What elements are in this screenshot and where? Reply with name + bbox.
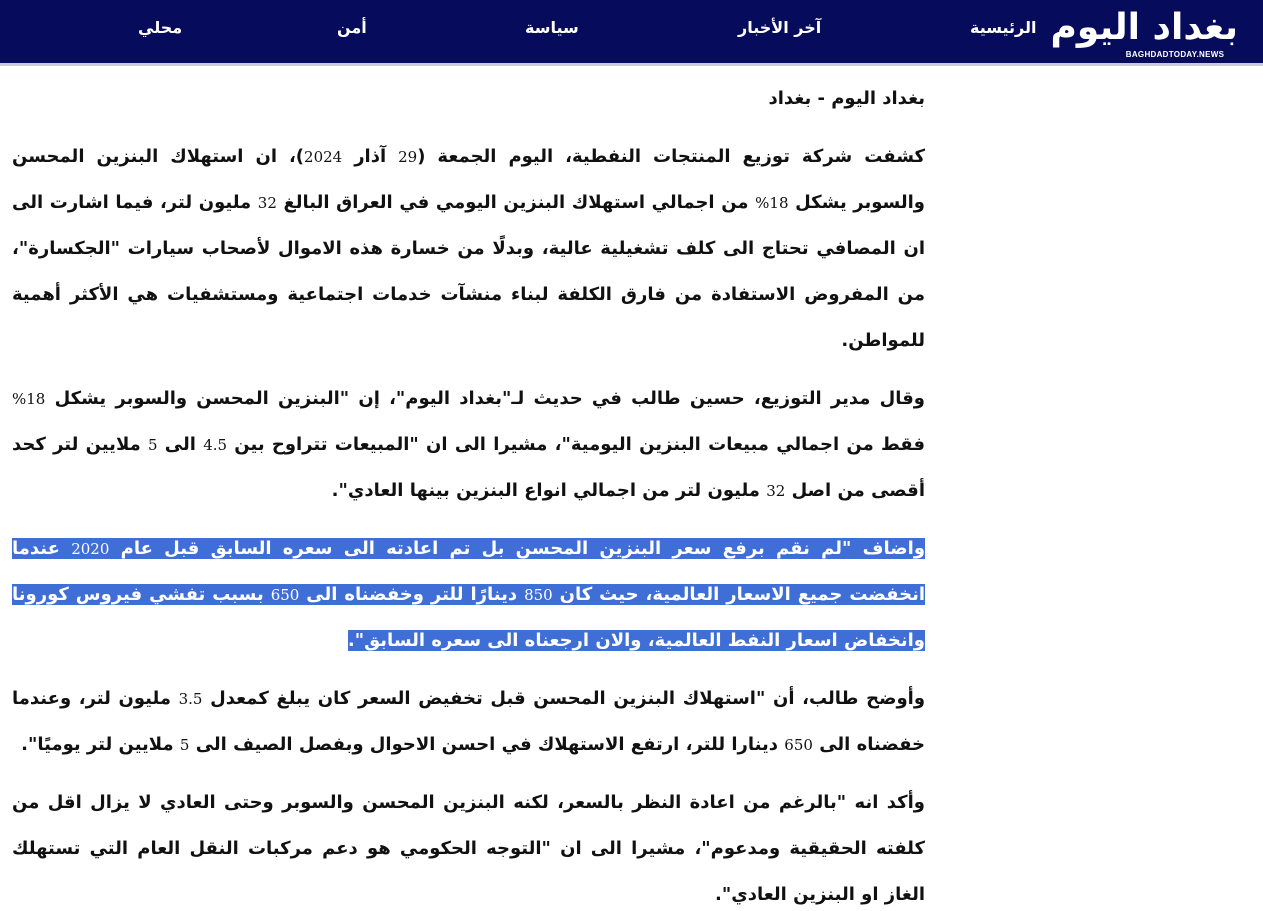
- text-segment: عندما انخفضت جميع الاسعار العالمية، حيث كان: [12, 538, 925, 605]
- number: 5: [179, 736, 190, 754]
- number: 4.5: [203, 436, 228, 454]
- nav-item-politics[interactable]: سياسة: [525, 18, 579, 37]
- article-body: [12, 66, 925, 911]
- number: 5: [148, 436, 158, 454]
- text-selection: [12, 538, 925, 651]
- text-segment: مليون لتر من اجمالي انواع البنزين بينها العادي".: [331, 480, 767, 501]
- nav-item-home[interactable]: الرئيسية: [970, 18, 1037, 37]
- number: 3.5: [178, 690, 203, 708]
- article-paragraph-1: [12, 134, 925, 364]
- text-segment: كشفت شركة توزيع المنتجات النفطية، اليوم الجمعة (: [417, 146, 925, 167]
- text-segment: الى: [157, 434, 204, 455]
- site-logo[interactable]: [1050, 4, 1238, 62]
- text-segment: ملايين لتر كحد أقصى من اصل: [12, 434, 925, 501]
- article-paragraph-3-selected: [12, 526, 925, 664]
- text-segment: ملايين لتر يوميًا".: [21, 734, 180, 755]
- nav-item-local[interactable]: محلي: [138, 18, 183, 37]
- article-paragraph-5: وأكد انه "بالرغم من اعادة النظر بالسعر، لكنه البنزين المحسن والسوبر وحتى العادي لا يزال اقل من كلفته الحقيقية ومدعوم"، مشيرا الى ان "التوجه الحكومي هو دعم مركبات النقل العام التي تستهلك الغاز او البنزين العادي".: [12, 792, 925, 905]
- number: 32: [257, 194, 277, 212]
- text-segment: مليون لتر، وعندما خفضناه الى: [12, 688, 925, 755]
- article-paragraph-4: [12, 676, 925, 768]
- number: 29: [398, 148, 418, 166]
- logo-wordmark: بغداد اليوم: [1050, 7, 1238, 48]
- text-segment: واضاف "لم نقم برفع سعر البنزين المحسن بل تم اعادته الى سعره السابق قبل عام: [109, 538, 926, 559]
- text-segment: من اجمالي استهلاك البنزين اليومي في العراق البالغ: [276, 192, 756, 213]
- text-segment: آذار: [342, 146, 399, 167]
- number: 650: [270, 586, 300, 604]
- number: 2020: [71, 540, 110, 558]
- number: 32: [766, 482, 786, 500]
- logo-url: BAGHDADTODAY.NEWS: [1125, 50, 1225, 59]
- text-segment: وقال مدير التوزيع، حسين طالب في حديث لـ"بغداد اليوم"، إن "البنزين المحسن والسوبر يشكل: [45, 388, 925, 409]
- text-segment: وأوضح طالب، أن "استهلاك البنزين المحسن قبل تخفيض السعر كان يبلغ كمعدل: [202, 688, 926, 709]
- text-segment: دينارا للتر، ارتفع الاستهلاك في احسن الاحوال وبفصل الصيف الى: [189, 734, 785, 755]
- number: 2024: [304, 148, 343, 166]
- top-navbar: [0, 0, 1263, 66]
- article-dateline: بغداد اليوم - بغداد: [768, 88, 925, 109]
- number: 18%: [12, 390, 46, 408]
- number: 18%: [755, 194, 789, 212]
- nav-item-latest-news[interactable]: آخر الأخبار: [738, 18, 822, 37]
- text-segment: مليون لتر، فيما اشارت الى ان المصافي تحتاج الى كلف تشغيلية عالية، وبدلًا من خسارة هذه الاموال لأصحاب سيارات "الجكسارة"، من المفروض الاستفادة من فارق الكلفة لبناء منشآت خدمات اجتماعية ومستشفيات هي الأكثر أهمية للمواطن.: [12, 192, 925, 351]
- article-paragraph-2: [12, 376, 925, 514]
- nav-item-security[interactable]: أمن: [337, 18, 367, 37]
- number: 850: [524, 586, 553, 604]
- text-segment: دينارًا للتر وخفضناه الى: [299, 584, 525, 605]
- text-segment: بسبب تفشي فيروس كورونا وانخفاض اسعار النفط العالمية، والان ارجعناه الى سعره السابق".: [12, 584, 925, 651]
- text-segment: فقط من اجمالي مبيعات البنزين اليومية"، مشيرا الى ان "المبيعات تتراوح بين: [227, 434, 925, 455]
- number: 650: [784, 736, 813, 754]
- text-segment: )، ان استهلاك البنزين المحسن والسوبر يشكل: [12, 146, 925, 213]
